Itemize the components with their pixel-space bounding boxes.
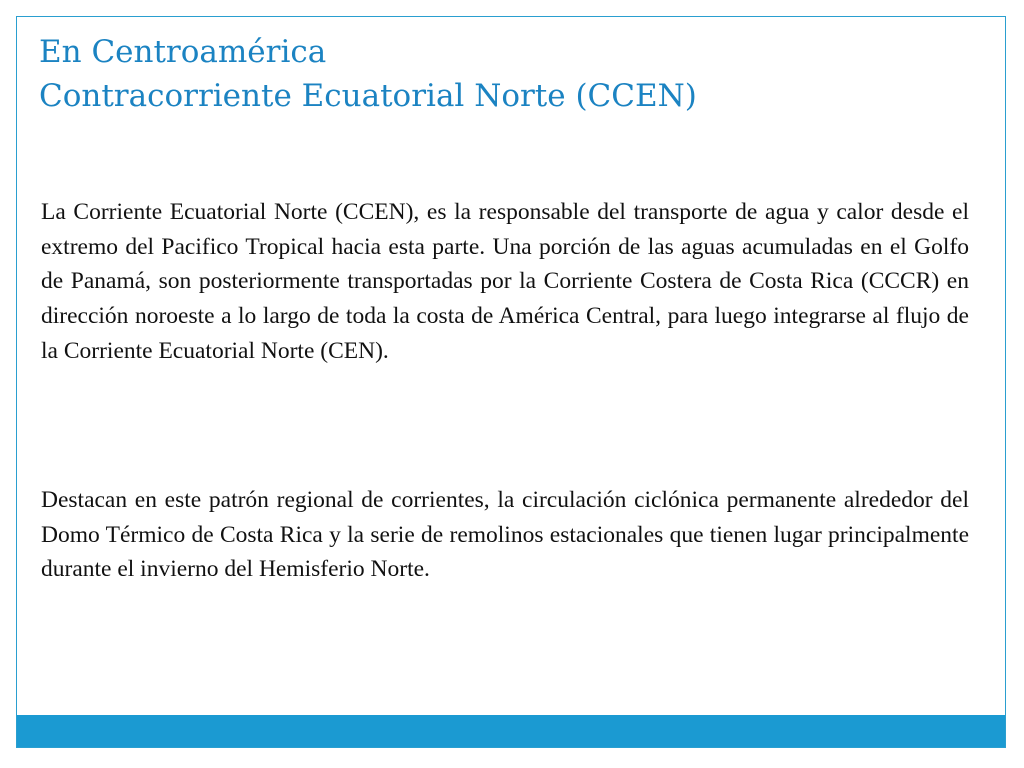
slide-title <box>39 30 979 118</box>
title-line-1: En Centroamérica <box>39 34 327 70</box>
body-paragraph-1: La Corriente Ecuatorial Norte (CCEN), es la responsable del transporte de agua y calor desde el extremo del Pacifico Tropical hacia esta parte. Una porción de las aguas acumuladas en el Golfo de Panamá, son posteriormente transportadas por la Corriente Costera de Costa Rica (CCCR) en dirección noroeste a lo largo de toda la costa de América Central, para luego integrarse al flujo de la Corriente Ecuatorial Norte (CEN). <box>41 199 969 364</box>
body-paragraph-2: Destacan en este patrón regional de corrientes, la circulación ciclónica permanente alrededor del Domo Térmico de Costa Rica y la serie de remolinos estacionales que tienen lugar principalmente durante el invierno del Hemisferio Norte. <box>41 487 969 583</box>
slide-frame <box>16 16 1006 748</box>
title-line-2: Contracorriente Ecuatorial Norte (CCEN) <box>39 78 697 114</box>
footer-accent-bar <box>17 715 1005 747</box>
